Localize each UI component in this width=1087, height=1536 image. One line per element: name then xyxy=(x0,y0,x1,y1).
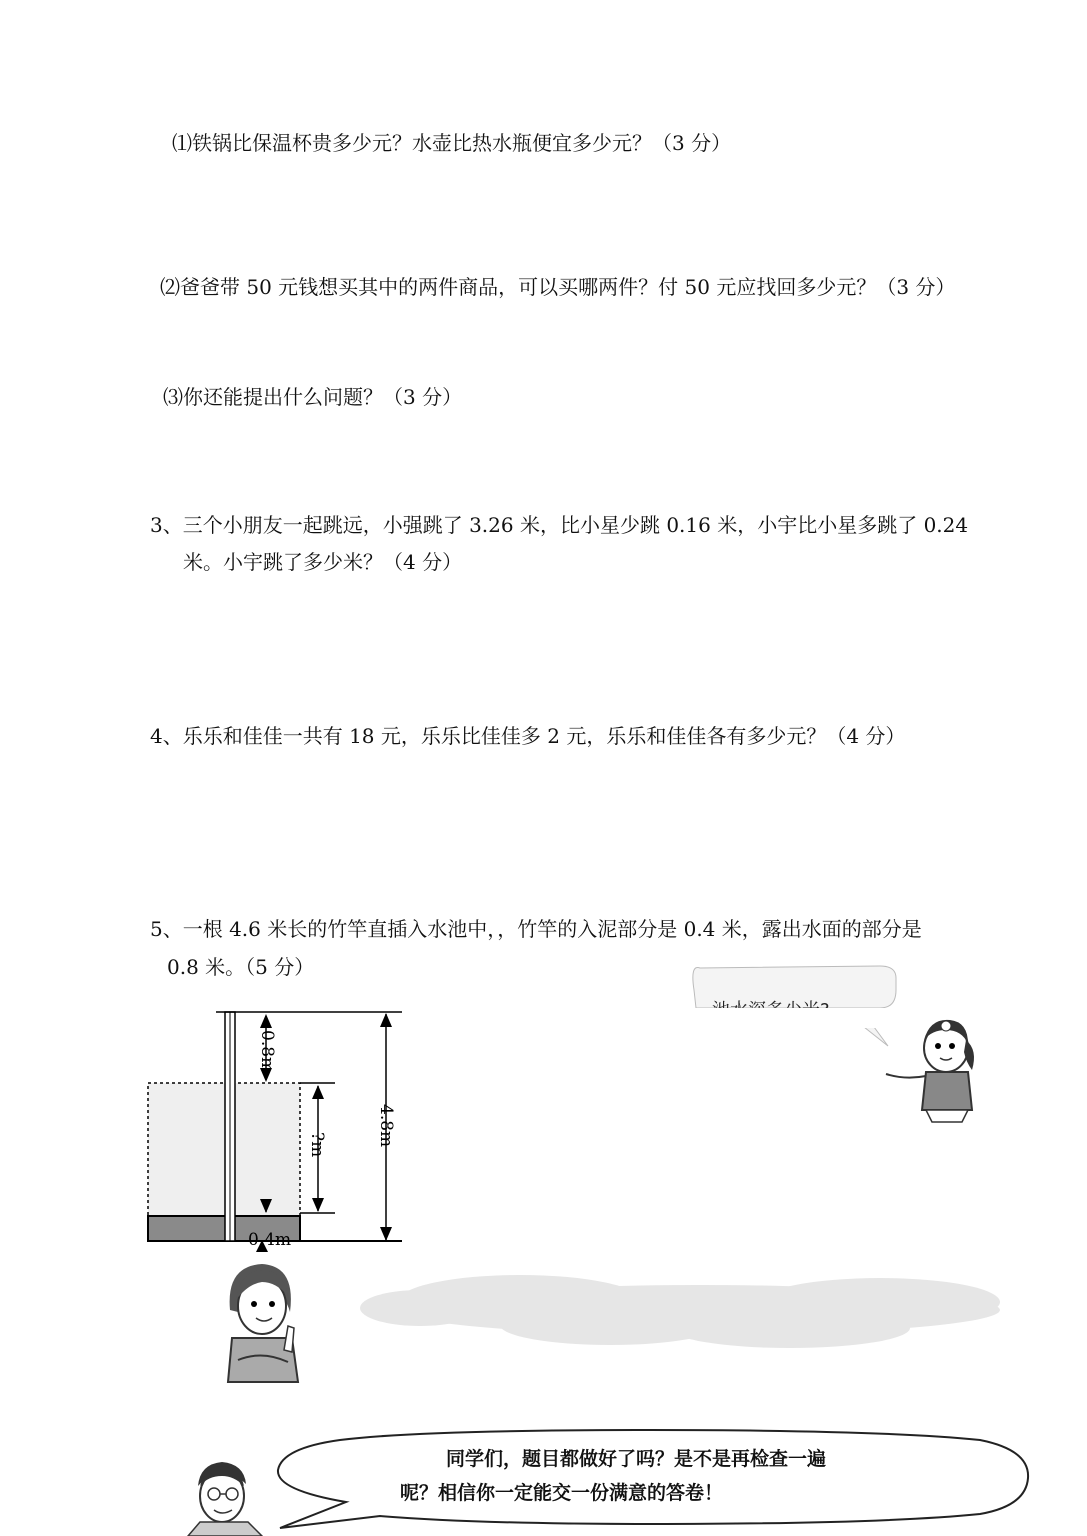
label-top: 0.8m xyxy=(257,1030,277,1074)
label-total: 4.8m xyxy=(376,1104,396,1148)
question-5-line1: 5、一根 4.6 米长的竹竿直插入水池中，，竹竿的入泥部分是 0.4 米，露出水面的部分是 xyxy=(150,917,922,941)
thought-cloud xyxy=(360,1275,1000,1348)
question-3-line2: 米。小宇跳了多少米？（4 分） xyxy=(183,550,463,574)
question-2-3: ⑶你还能提出什么问题？（3 分） xyxy=(163,385,463,409)
water-area xyxy=(148,1083,300,1216)
question-2-1: ⑴铁锅比保温杯贵多少元？水壶比热水瓶便宜多少元？（3 分） xyxy=(172,131,732,155)
teacher-woman-illustration xyxy=(228,1264,298,1382)
question-3-line1: 3、三个小朋友一起跳远，小强跳了 3.26 米，比小星少跳 0.16 米，小宇比小星多跳了 0.24 xyxy=(150,513,969,537)
closing-line-2: 呢？相信你一定能交一份满意的答卷！ xyxy=(400,1482,724,1504)
question-2-2: ⑵爸爸带 50 元钱想买其中的两件商品，可以买哪两件？付 50 元应找回多少元？（3 分） xyxy=(160,275,956,299)
girl-illustration xyxy=(886,1020,974,1122)
label-water: ?m xyxy=(307,1132,327,1158)
teacher-man-illustration xyxy=(188,1462,262,1536)
question-5-line2: 0.8 米。（5 分） xyxy=(167,955,315,979)
question-4: 4、乐乐和佳佳一共有 18 元，乐乐比佳佳多 2 元，乐乐和佳佳各有多少元？（4 分） xyxy=(150,724,906,748)
closing-line-1: 同学们，题目都做好了吗？是不是再检查一遍 xyxy=(446,1448,827,1470)
label-mud: 0.4m xyxy=(248,1230,292,1250)
